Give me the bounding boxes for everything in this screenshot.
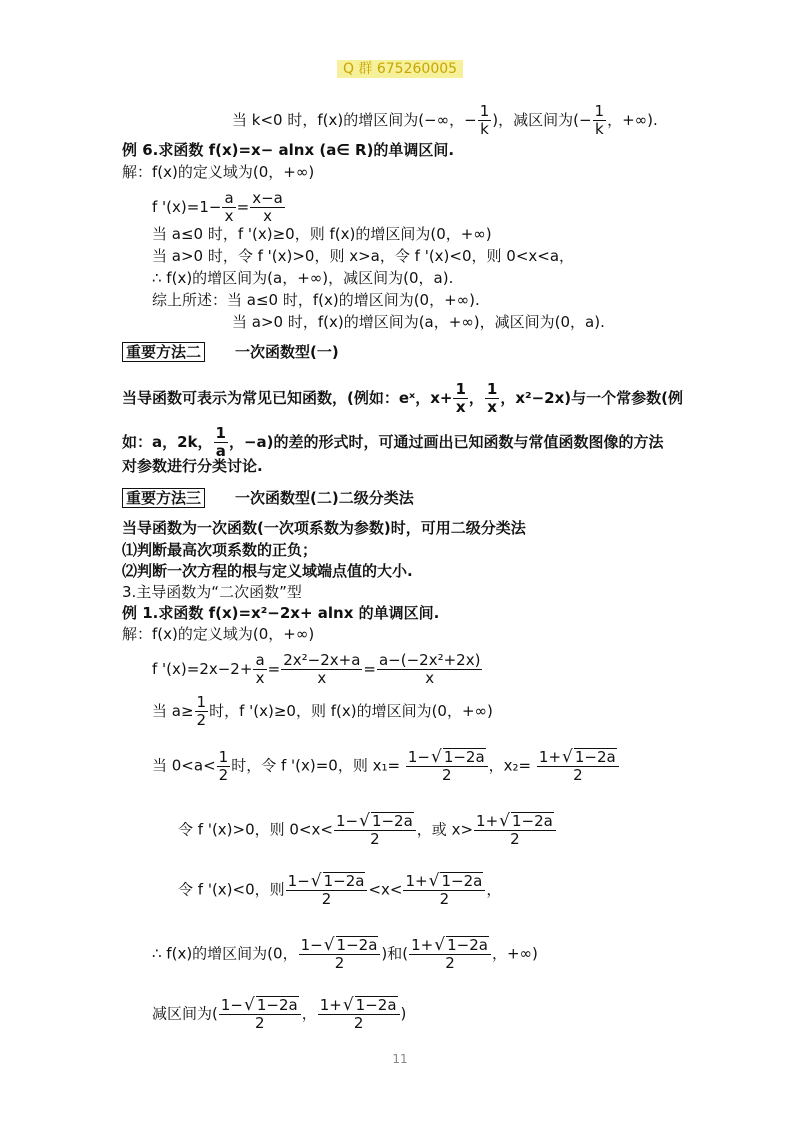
example6-case1: 当 a≤0 时，f '(x)≥0，则 f(x)的增区间为(0，+∞) <box>152 225 492 243</box>
line-k-negative: 当 k<0 时，f(x)的增区间为(−∞，− $\frac{1}{k}$ )，减区间为(− $\frac{1}{k}$ ，+∞). <box>232 102 658 138</box>
section3-title: 3.主导函数为“二次函数”型 <box>122 583 302 601</box>
example1-negative: 令 f '(x)<0，则 $\frac{1-√ 1-2a}{2}$ <x< $\frac{1+√ 1-2a}{2}$ ， <box>178 871 502 908</box>
example6-case2: 当 a>0 时，令 f '(x)>0，则 x>a，令 f '(x)<0，则 0<x<a， <box>152 247 575 265</box>
method2-para3: 对参数进行分类讨论. <box>122 457 263 475</box>
example1-derivative: f '(x)=2x−2+ $\frac{a}{x}$ = $\frac{\text{2x²−2x+a}}{x}$ = $\frac{\text{a−(−2x²+2x)}}{x}$ <box>152 651 481 687</box>
example1-domain: 解：f(x)的定义域为(0，+∞) <box>122 625 315 643</box>
method3-box: 重要方法三 <box>122 488 205 508</box>
example6-summary1: 综上所述：当 a≤0 时，f(x)的增区间为(0，+∞). <box>152 291 480 309</box>
example1-case1: 当 a≥ $\frac{1}{2}$ 时，f '(x)≥0，则 f(x)的增区间为(0，+∞) <box>152 693 493 729</box>
method3-step1: ⑴判断最高次项系数的正负； <box>122 541 318 559</box>
example1-positive: 令 f '(x)>0，则 0<x< $\frac{1-√ 1-2a}{2}$ ，或 x> $\frac{1+√ 1-2a}{2}$ <box>178 812 557 848</box>
qq-label: Q 群 675260005 <box>337 60 463 78</box>
root-x2: $\frac{1+√ 1-2a}{2}$ <box>537 748 619 784</box>
method2-heading: 重要方法二 一次函数型(一) <box>122 342 339 362</box>
example1-case2: 当 0<a< $\frac{1}{2}$ 时，令 f '(x)=0，则 x₁= $\frac{1-√ 1-2a}{2}$ ，x₂= $\frac{1+√ 1-2a}{2}$ <box>152 748 620 784</box>
root-x1: $\frac{1-√ 1-2a}{2}$ <box>406 748 488 784</box>
header-qq <box>0 58 800 78</box>
example1-decrease: 减区间为( $\frac{1-√ 1-2a}{2}$ ， $\frac{1+√ 1-2a}{2}$ ) <box>152 995 407 1032</box>
example1-increase: ∴ f(x)的增区间为(0， $\frac{1-√ 1-2a}{2}$ )和( $\frac{1+√ 1-2a}{2}$ ，+∞) <box>152 935 538 972</box>
method3-step2: ⑵判断一次方程的根与定义域端点值的大小. <box>122 562 413 580</box>
example6-domain: 解：f(x)的定义域为(0，+∞) <box>122 163 315 181</box>
method3-para1: 当导函数为一次函数(一次项系数为参数)时，可用二级分类法 <box>122 519 526 537</box>
example6-case3: ∴ f(x)的增区间为(a，+∞)，减区间为(0，a). <box>152 269 454 287</box>
method2-para1: 当导函数可表示为常见已知函数，(例如：eˣ，x+ $\frac{1}{x}$ ， $\frac{1}{x}$ ，x²−2x)与一个常参数(例 <box>122 380 683 416</box>
example6-title: 例 6.求函数 f(x)=x− alnx (a∈ R)的单调区间. <box>122 141 455 159</box>
page-number: 11 <box>392 1052 408 1066</box>
example6-summary2: 当 a>0 时，f(x)的增区间为(a，+∞)，减区间为(0，a). <box>232 313 605 331</box>
method3-heading: 重要方法三 一次函数型(二)二级分类法 <box>122 488 414 508</box>
method2-para2: 如：a，2k， $\frac{1}{a}$ ，−a)的差的形式时，可通过画出已知函数与常值函数图像的方法 <box>122 424 664 460</box>
example6-derivative: f '(x)=1− $\frac{a}{x}$ = $\frac{x-a}{x}$ <box>152 189 283 225</box>
method2-box: 重要方法二 <box>122 342 205 362</box>
example1-title: 例 1.求函数 f(x)=x²−2x+ alnx 的单调区间. <box>122 604 440 622</box>
